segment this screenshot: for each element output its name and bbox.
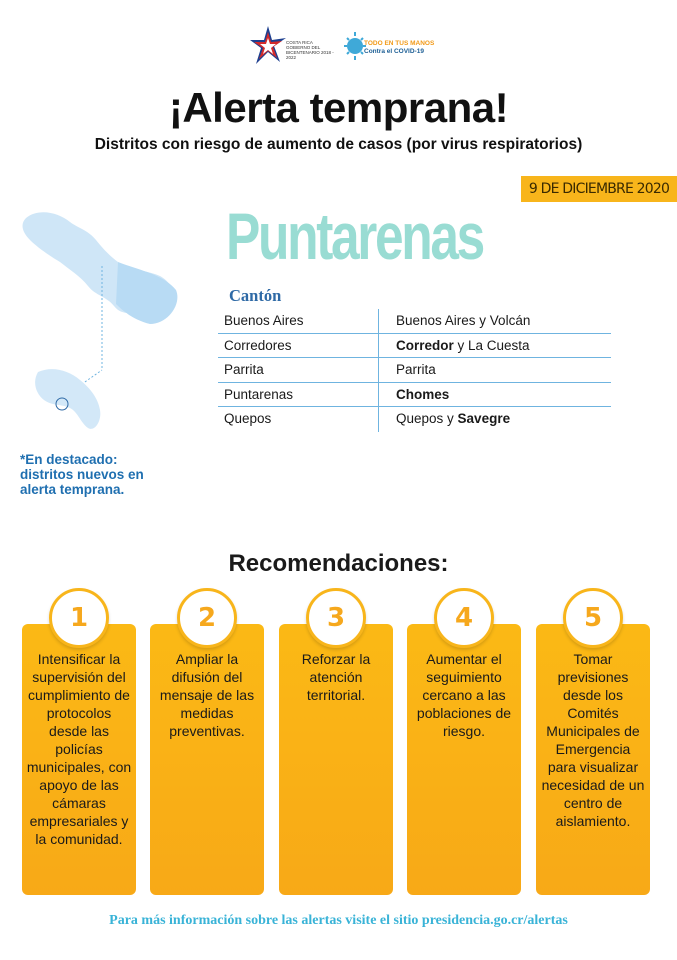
- recommendation-card: [279, 603, 393, 895]
- district-highlighted: Savegre: [457, 411, 511, 426]
- province-name: Puntarenas: [226, 199, 483, 273]
- canton-cell: Parrita: [224, 362, 264, 377]
- canton-cell: Buenos Aires: [224, 313, 304, 328]
- canton-cell: Puntarenas: [224, 386, 294, 402]
- canton-cell: Corredores: [224, 337, 292, 353]
- district-text: Buenos Aires y Volcán: [396, 313, 531, 328]
- recommendation-number: 4: [434, 588, 494, 648]
- canton-header: Cantón: [229, 286, 282, 305]
- recommendation-text: Tomar previsiones desde los Comités Municipales de Emergencia para visualizar necesidad de un centro de aislamiento.: [541, 651, 645, 829]
- virus-icon: [344, 26, 366, 66]
- recommendation-card: [536, 603, 650, 895]
- district-highlighted: Chomes: [396, 386, 450, 402]
- date-badge: 9 DE DICIEMBRE 2020: [521, 176, 677, 202]
- recommendation-card: [22, 603, 136, 895]
- table-row: [218, 383, 611, 408]
- recommendation-card: [150, 603, 264, 895]
- district-text: Parrita: [396, 362, 436, 377]
- district-cell: [396, 309, 530, 333]
- page-title: ¡Alerta temprana!: [168, 84, 509, 131]
- recommendation-text: Aumentar el seguimiento cercano a las poblaciones de riesgo.: [416, 651, 512, 739]
- covid-logo-line1: TODO EN TUS MANOS: [364, 40, 435, 47]
- highlight-note: *En destacado: distritos nuevos en alerta temprana.: [20, 452, 144, 497]
- covid-logo-text: [364, 40, 434, 56]
- district-cell: [396, 407, 510, 431]
- canton-cell: Quepos: [224, 411, 272, 426]
- recommendation-number: 2: [177, 588, 237, 648]
- table-row: [218, 334, 611, 359]
- district-text: Quepos y: [396, 411, 458, 426]
- footer-info-link[interactable]: Para más información sobre las alertas visite el sitio presidencia.go.cr/alertas: [109, 913, 568, 928]
- recommendations-title: Recomendaciones:: [228, 550, 449, 577]
- table-row: [218, 309, 611, 334]
- recommendation-text: Intensificar la supervisión del cumplimiento de protocolos desde las policías municipales, con apoyo de las cámaras empresariales y la comunidad.: [26, 651, 132, 847]
- covid-campaign-logo: [344, 24, 434, 70]
- district-cell: [396, 334, 530, 358]
- recommendation-text: Reforzar la atención territorial.: [301, 651, 371, 703]
- table-row: [218, 407, 611, 432]
- flag-star-icon: [248, 24, 288, 68]
- logo-bar: [0, 22, 677, 72]
- logo-cr-text: COSTA RICA GOBIERNO DEL BICENTENARIO 2018 - 2022: [286, 40, 334, 60]
- district-cell: [396, 358, 436, 382]
- page-subtitle: Distritos con riesgo de aumento de casos (por virus respiratorios): [94, 136, 583, 153]
- district-highlighted: Corredor: [396, 337, 454, 353]
- costa-rica-map-icon: [18, 200, 188, 450]
- district-cell: [396, 383, 449, 407]
- table-row: [218, 358, 611, 383]
- covid-logo-line2: Contra el COVID-19: [364, 48, 424, 55]
- recommendation-number: 5: [563, 588, 623, 648]
- recommendation-card: [407, 603, 521, 895]
- recommendation-number: 1: [49, 588, 109, 648]
- costa-rica-government-logo: [248, 24, 338, 70]
- districts-table: [218, 309, 611, 432]
- district-text: y La Cuesta: [453, 337, 530, 353]
- recommendation-text: Ampliar la difusión del mensaje de las medidas preventivas.: [159, 651, 255, 739]
- recommendation-number: 3: [306, 588, 366, 648]
